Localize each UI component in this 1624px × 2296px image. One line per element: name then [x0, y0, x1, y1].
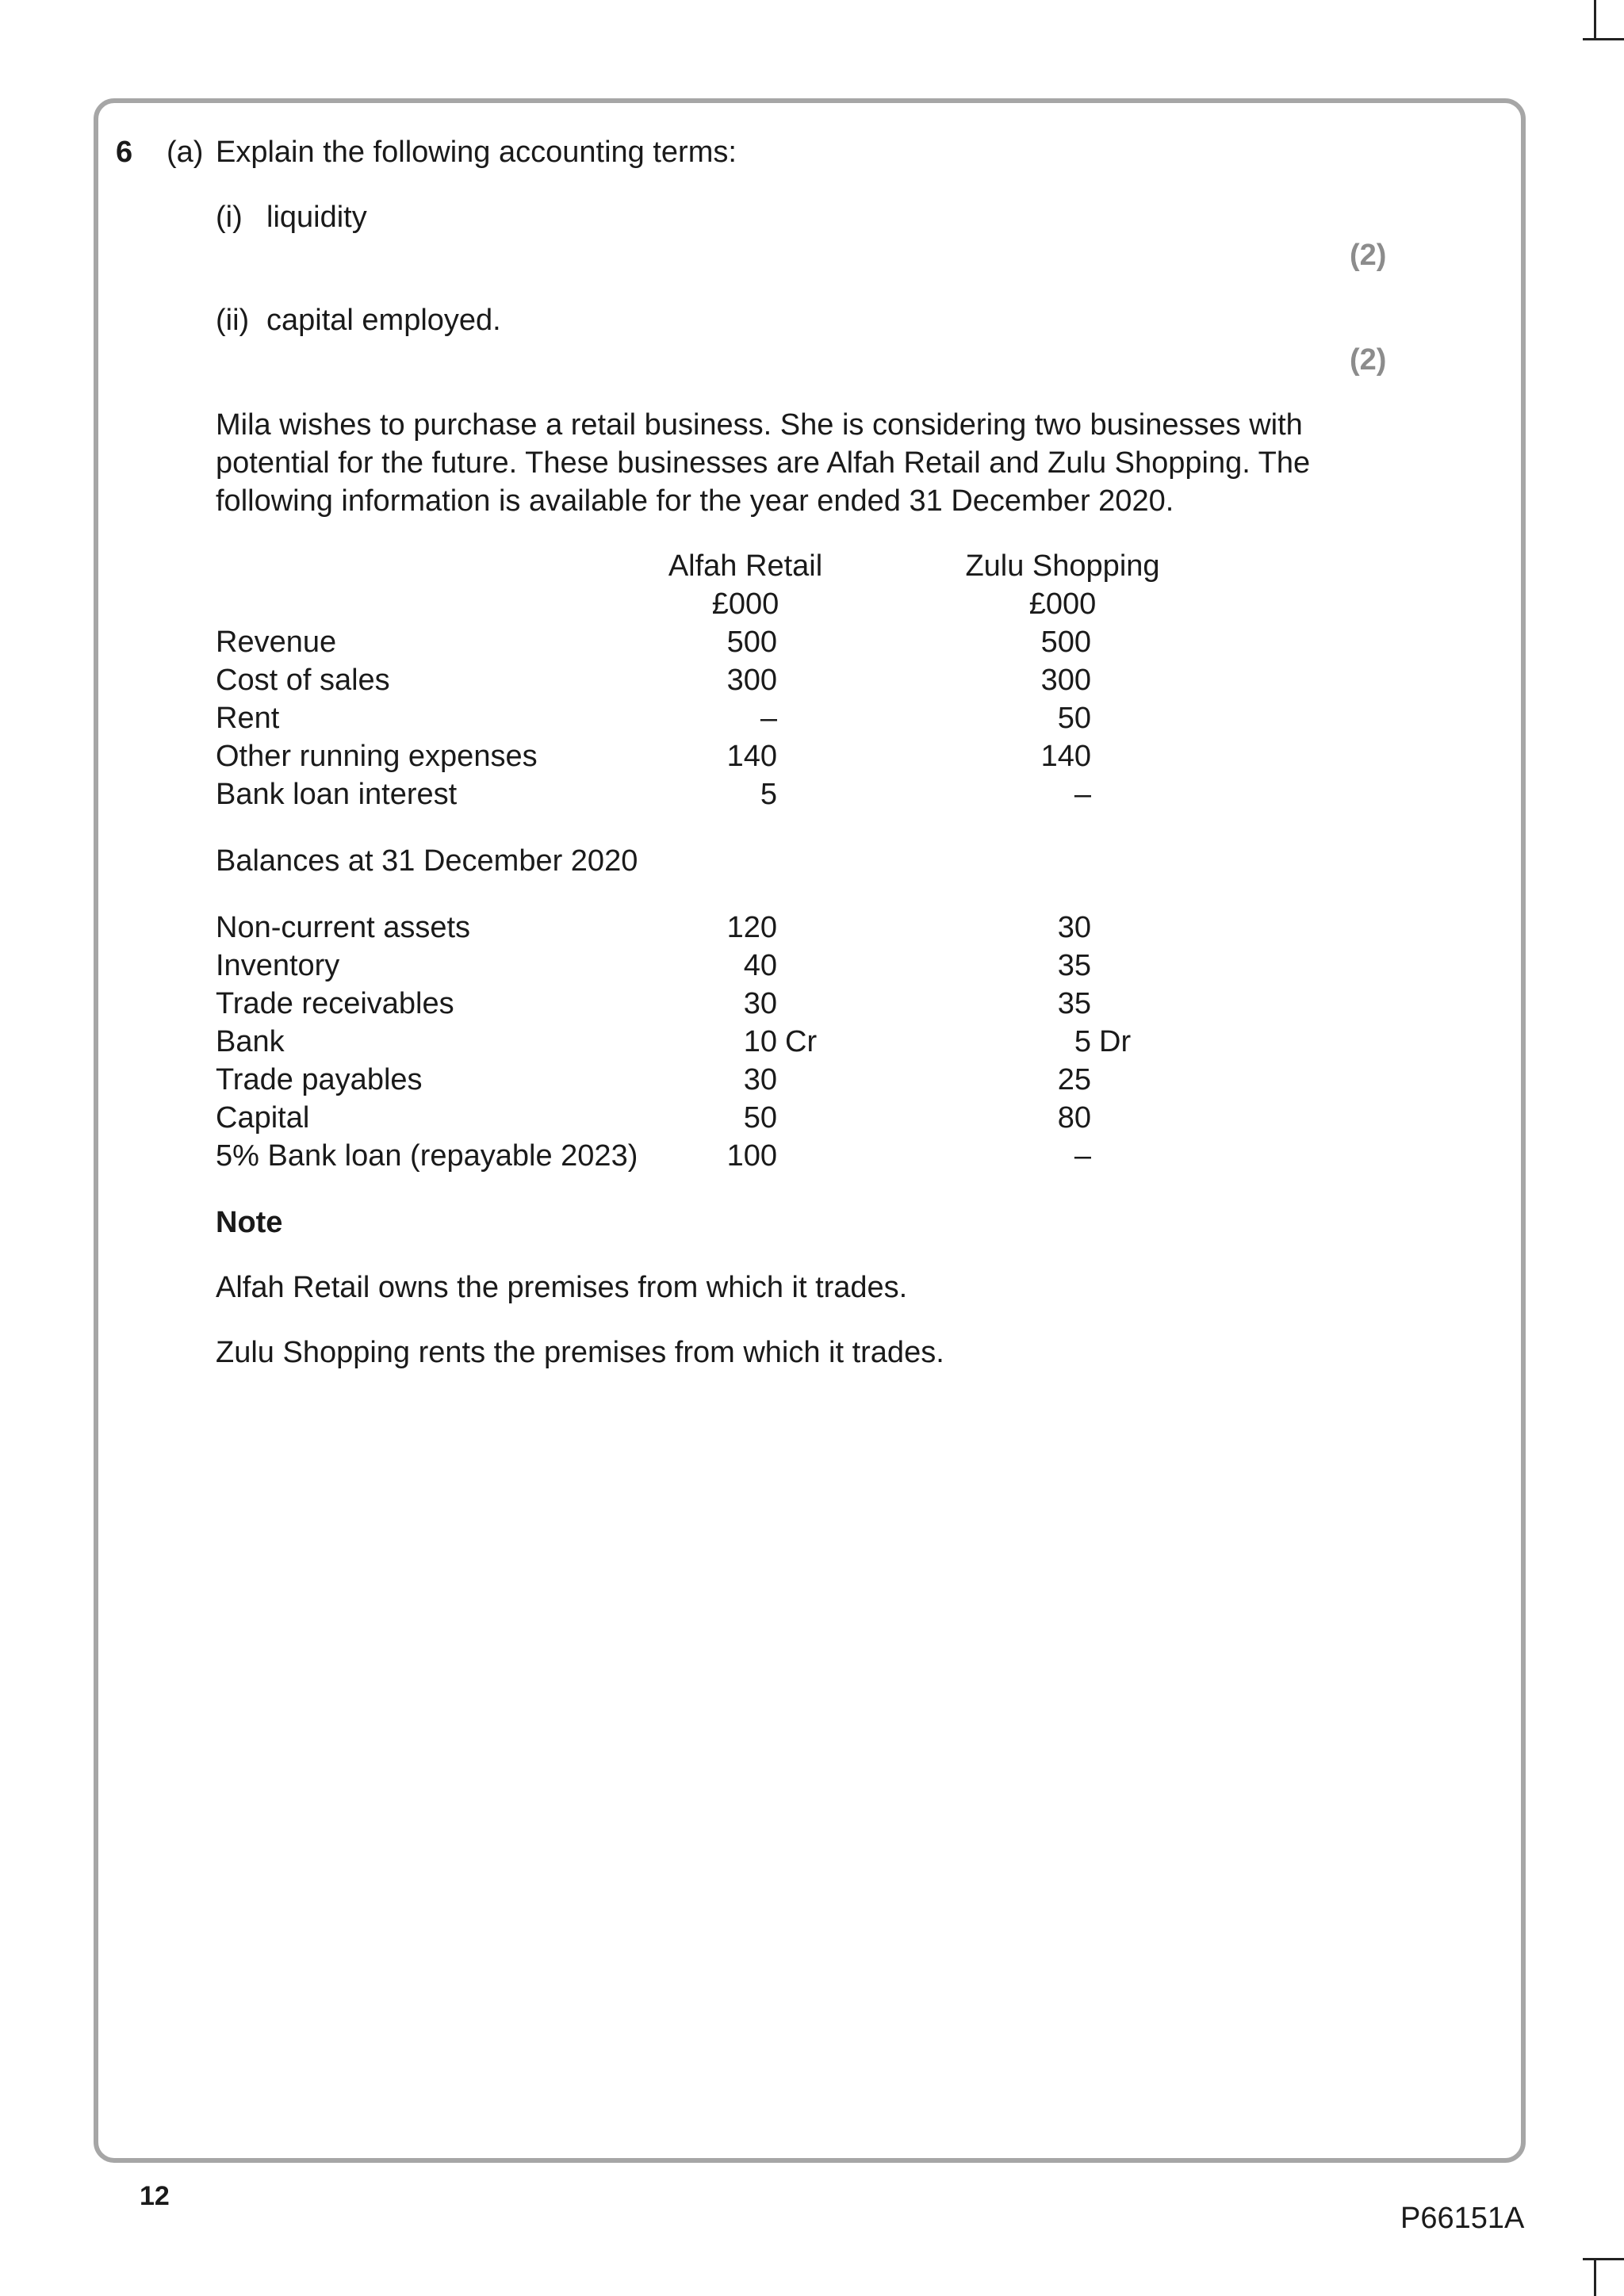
zulu-suffix: Dr	[1099, 1025, 1132, 1058]
alfah-value: –	[760, 702, 777, 735]
row-label: 5% Bank loan (repayable 2023)	[216, 1139, 638, 1173]
question-number: 6	[116, 136, 133, 169]
sub-ii-label: (ii)	[216, 304, 250, 337]
crop-mark-bottom	[1594, 2260, 1596, 2296]
sub-i-marks: (2)	[1350, 239, 1387, 272]
scenario-line: Mila wishes to purchase a retail business. She is considering two businesses with	[216, 408, 1303, 442]
row-label: Inventory	[216, 949, 340, 982]
row-label: Bank loan interest	[216, 778, 458, 811]
scenario-line: following information is available for the year ended 31 December 2020.	[216, 484, 1174, 518]
zulu-value: 50	[1057, 702, 1091, 735]
zulu-value: 500	[1040, 626, 1091, 659]
alfah-header: Alfah Retail	[668, 549, 823, 583]
alfah-value: 30	[743, 987, 777, 1020]
alfah-suffix: Cr	[785, 1025, 818, 1058]
crop-mark-top-horizontal	[1583, 38, 1624, 40]
note-heading: Note	[216, 1206, 283, 1239]
alfah-value: 140	[726, 740, 777, 773]
page-number: 12	[140, 2181, 170, 2211]
row-label: Cost of sales	[216, 664, 390, 697]
scenario-line: potential for the future. These businesses are Alfah Retail and Zulu Shopping. The	[216, 446, 1311, 480]
row-label: Trade receivables	[216, 987, 454, 1020]
zulu-value: 80	[1057, 1101, 1091, 1135]
alfah-value: 100	[726, 1139, 777, 1173]
alfah-value: 40	[743, 949, 777, 982]
zulu-value: 30	[1057, 911, 1091, 944]
zulu-value: 25	[1057, 1063, 1091, 1096]
alfah-value: 120	[726, 911, 777, 944]
row-label: Other running expenses	[216, 740, 538, 773]
row-label: Non-current assets	[216, 911, 471, 944]
row-label: Bank	[216, 1025, 285, 1058]
note-line-1: Alfah Retail owns the premises from which it trades.	[216, 1271, 908, 1304]
alfah-value: 50	[743, 1101, 777, 1135]
alfah-value: 30	[743, 1063, 777, 1096]
part-a-label: (a)	[167, 136, 204, 169]
row-label: Rent	[216, 702, 280, 735]
zulu-value: 35	[1057, 949, 1091, 982]
zulu-value: 300	[1040, 664, 1091, 697]
alfah-value: 10	[743, 1025, 777, 1058]
scenario-paragraph	[216, 406, 1421, 520]
sub-ii-marks: (2)	[1350, 343, 1387, 377]
alfah-value: 500	[726, 626, 777, 659]
part-a-text: Explain the following accounting terms:	[216, 136, 737, 169]
zulu-value: –	[1074, 778, 1091, 811]
sub-i-label: (i)	[216, 201, 243, 234]
alfah-value: 300	[726, 664, 777, 697]
crop-mark-bottom-horizontal	[1583, 2258, 1624, 2260]
note-line-2: Zulu Shopping rents the premises from which it trades.	[216, 1336, 944, 1369]
zulu-value: 140	[1040, 740, 1091, 773]
crop-mark-top	[1594, 0, 1596, 38]
zulu-value: 35	[1057, 987, 1091, 1020]
row-label: Capital	[216, 1101, 310, 1135]
paper-code: P66151A	[1400, 2202, 1525, 2235]
alfah-unit: £000	[711, 587, 779, 621]
row-label: Trade payables	[216, 1063, 423, 1096]
zulu-header: Zulu Shopping	[965, 549, 1160, 583]
alfah-value: 5	[760, 778, 777, 811]
zulu-value: 5	[1074, 1025, 1091, 1058]
balances-heading: Balances at 31 December 2020	[216, 844, 638, 878]
zulu-unit: £000	[1028, 587, 1097, 621]
zulu-value: –	[1074, 1139, 1091, 1173]
row-label: Revenue	[216, 626, 337, 659]
sub-i-text: liquidity	[266, 201, 367, 234]
sub-ii-text: capital employed.	[266, 304, 501, 337]
